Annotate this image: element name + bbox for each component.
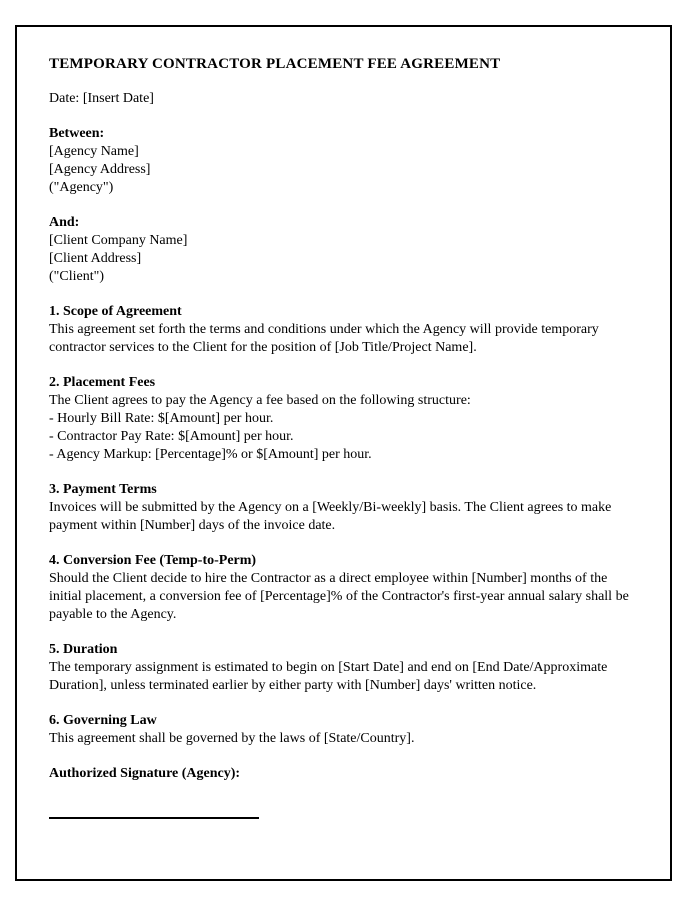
fee-line-contractor-pay-rate: - Contractor Pay Rate: $[Amount] per hour. [49, 429, 294, 444]
section-body: The temporary assignment is estimated to begin on [Start Date] and end on [End Date/Approximate Duration], unless terminated earlier by either party with [Number] days' written notice. [49, 660, 608, 693]
section-body: This agreement shall be governed by the laws of [State/Country]. [49, 731, 415, 746]
and-block [49, 214, 638, 286]
section-duration [49, 641, 638, 695]
signature-line [49, 817, 259, 819]
date-line: Date: [Insert Date] [49, 91, 154, 106]
section-conversion-fee [49, 552, 638, 624]
section-body: This agreement set forth the terms and conditions under which the Agency will provide temporary contractor services to the Client for the position of [Job Title/Project Name]. [49, 322, 599, 355]
section-heading: 5. Duration [49, 642, 118, 657]
client-name-line: [Client Company Name] [49, 233, 188, 248]
section-heading: 4. Conversion Fee (Temp-to-Perm) [49, 553, 257, 568]
section-body: Invoices will be submitted by the Agency on a [Weekly/Bi-weekly] basis. The Client agrees to make payment within [Number] days of the invoice date. [49, 500, 612, 533]
section-body: The Client agrees to pay the Agency a fee based on the following structure: [49, 393, 471, 408]
document-border [15, 25, 672, 881]
section-body: Should the Client decide to hire the Contractor as a direct employee within [Number] months of the initial placement, a conversion fee of [Percentage]% of the Contractor's first-year annual salary shall be payable to the Agency. [49, 571, 629, 622]
client-shortname-line: ("Client") [49, 269, 104, 284]
section-scope-of-agreement [49, 303, 638, 357]
client-address-line: [Client Address] [49, 251, 142, 266]
section-heading: 6. Governing Law [49, 713, 157, 728]
agency-address-line: [Agency Address] [49, 162, 151, 177]
section-placement-fees [49, 374, 638, 464]
between-label: Between: [49, 126, 105, 141]
document-title: TEMPORARY CONTRACTOR PLACEMENT FEE AGREEMENT [49, 56, 501, 72]
fee-line-hourly-bill-rate: - Hourly Bill Rate: $[Amount] per hour. [49, 411, 274, 426]
agency-name-line: [Agency Name] [49, 144, 139, 159]
agency-shortname-line: ("Agency") [49, 180, 114, 195]
section-heading: 1. Scope of Agreement [49, 304, 182, 319]
section-governing-law [49, 712, 638, 748]
section-heading: 2. Placement Fees [49, 375, 156, 390]
signature-label: Authorized Signature (Agency): [49, 766, 241, 781]
signature-block [49, 765, 638, 819]
section-heading: 3. Payment Terms [49, 482, 157, 497]
section-payment-terms [49, 481, 638, 535]
and-label: And: [49, 215, 80, 230]
fee-line-agency-markup: - Agency Markup: [Percentage]% or $[Amount] per hour. [49, 447, 372, 462]
between-block [49, 125, 638, 197]
